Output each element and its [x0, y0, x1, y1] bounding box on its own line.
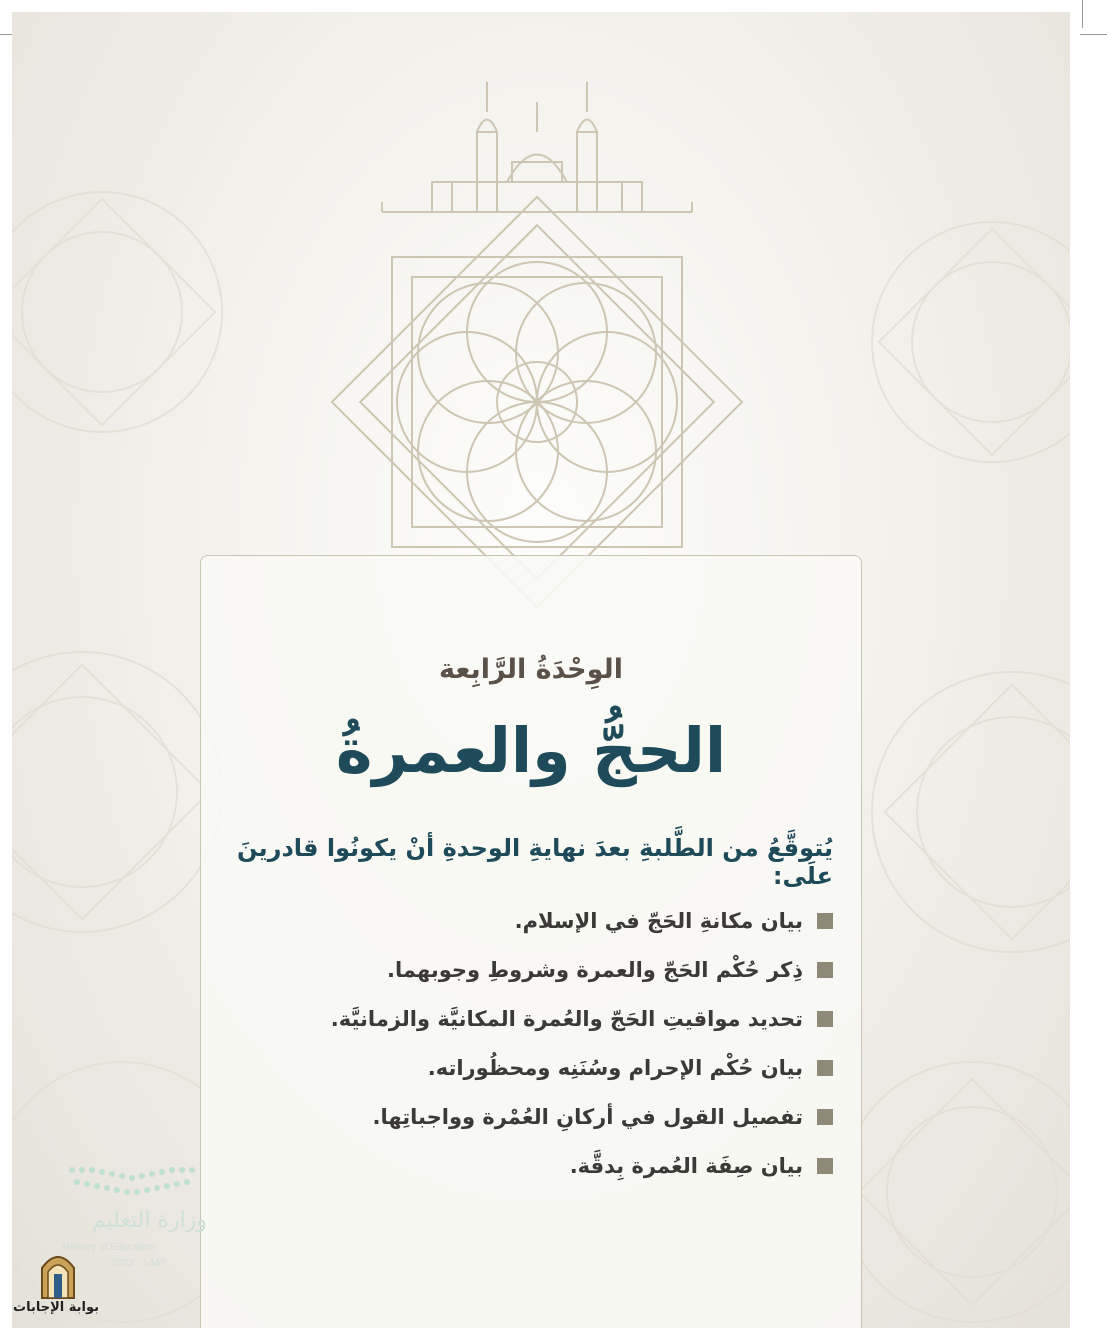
objectives-intro: يُتوقَّعُ من الطَّلبةِ بعدَ نهايةِ الوحدةِ أنْ يكونُوا قادرينَ علَى: [237, 834, 833, 890]
square-bullet-icon [817, 1158, 833, 1174]
crop-mark [1080, 34, 1107, 35]
objective-text: ذِكر حُكْم الحَجّ والعمرة وشروطِ وجوبهما. [387, 957, 803, 982]
unit-title: الحجُّ والعمرةُ [335, 714, 727, 787]
list-item [233, 945, 833, 994]
square-bullet-icon [817, 1011, 833, 1027]
ministry-logo-icon [62, 1162, 202, 1206]
list-item [233, 1043, 833, 1092]
list-item [233, 1092, 833, 1141]
list-item [233, 994, 833, 1043]
star-rosette-icon [332, 197, 742, 607]
square-bullet-icon [817, 913, 833, 929]
square-bullet-icon [817, 962, 833, 978]
objectives-list [233, 896, 833, 1190]
emblem [312, 72, 762, 632]
unit-number-label: الوِحْدَةُ الرَّابِعة [439, 654, 623, 685]
objective-text: بيان حُكْم الإحرام وسُنَنِه ومحظُوراته. [427, 1055, 803, 1080]
objective-text: تحديد مواقيتِ الحَجّ والعُمرة المكانيَّة والزمانيَّة. [330, 1006, 803, 1031]
portal-name: بوابة الإجابات [13, 1300, 99, 1315]
ministry-name-english: Ministry of Education [62, 1242, 155, 1253]
portal-logo-icon [38, 1252, 78, 1300]
square-bullet-icon [817, 1060, 833, 1076]
mosque-icon [382, 82, 692, 212]
objective-text: بيان صِفَة العُمرة بِدقَّة. [569, 1153, 803, 1178]
list-item [233, 896, 833, 945]
list-item [233, 1141, 833, 1190]
objective-text: تفصيل القول في أركانِ العُمْرة وواجباتِها. [372, 1104, 803, 1129]
ministry-year: 2022 - 1447 [112, 1258, 166, 1269]
unit-cover-page [12, 12, 1070, 1328]
crop-mark [1082, 0, 1083, 28]
portal-logo [0, 1250, 110, 1328]
unit-panel [200, 555, 862, 1328]
objective-text: بيان مكانةِ الحَجّ في الإسلام. [514, 908, 803, 933]
square-bullet-icon [817, 1109, 833, 1125]
ministry-name-arabic: وزارة التعليم [91, 1208, 207, 1233]
